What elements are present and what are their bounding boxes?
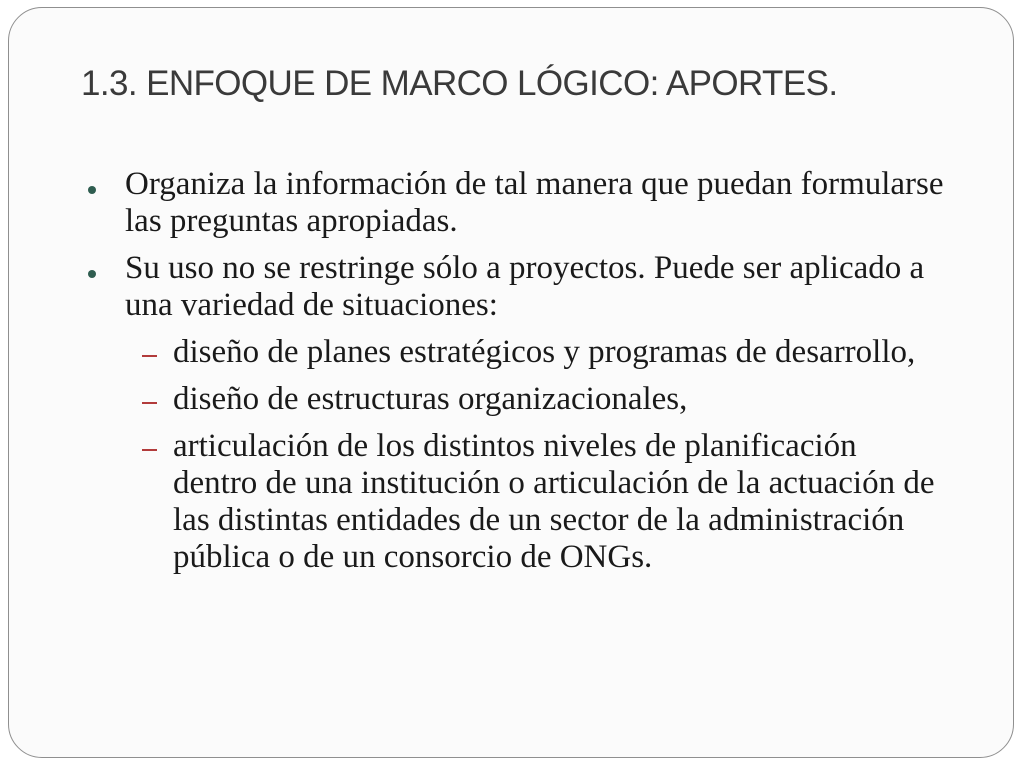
sub-bullet-item bbox=[87, 381, 947, 418]
bullet-item bbox=[87, 166, 947, 240]
sub-bullet-item bbox=[87, 428, 947, 576]
slide-frame bbox=[8, 7, 1014, 758]
dash-icon bbox=[142, 402, 157, 404]
slide-body bbox=[87, 166, 947, 586]
sub-bullet-text: diseño de planes estratégicos y programas de desarrollo, bbox=[173, 334, 916, 370]
sub-bullet-text: diseño de estructuras organizacionales, bbox=[173, 381, 688, 417]
bullet-text: Organiza la información de tal manera que puedan formularse las preguntas apropiadas. bbox=[125, 166, 944, 239]
bullet-text: Su uso no se restringe sólo a proyectos. Puede ser aplicado a una variedad de situaciones: bbox=[125, 250, 925, 323]
bullet-dot-icon bbox=[88, 186, 96, 194]
dash-icon bbox=[142, 449, 157, 451]
sub-bullet-text: articulación de los distintos niveles de planificación dentro de una institución o articulación de la actuación de las distintas entidades de un sector de la administración pública o de un consorcio de ONGs. bbox=[173, 428, 935, 575]
sub-bullet-item bbox=[87, 334, 947, 371]
slide-title: 1.3. ENFOQUE DE MARCO LÓGICO: APORTES. bbox=[81, 64, 838, 103]
bullet-item bbox=[87, 250, 947, 324]
bullet-dot-icon bbox=[88, 270, 96, 278]
dash-icon bbox=[142, 355, 157, 357]
